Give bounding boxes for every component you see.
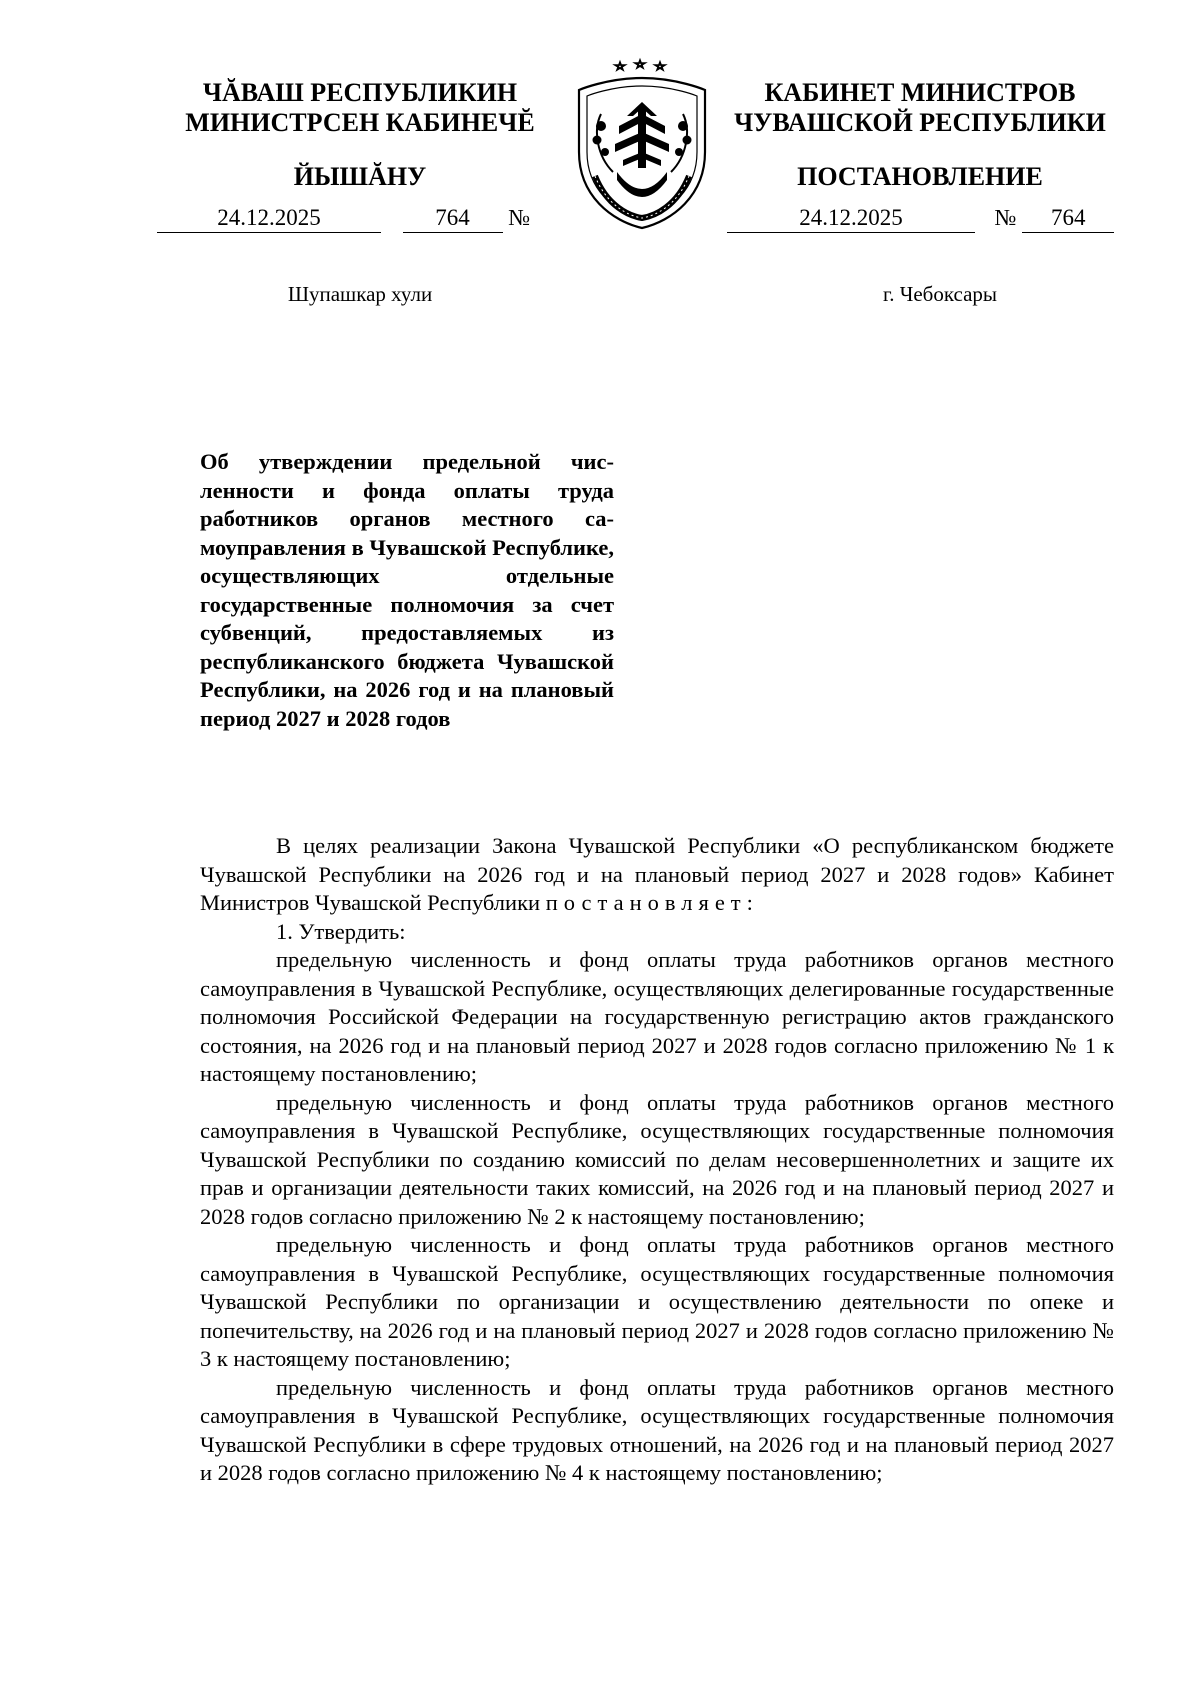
number-sign-right: № (994, 205, 1017, 230)
number-field-left: 764 (403, 204, 503, 233)
document-subject: Об утверждении предельной численности и фонда оплаты труда работников органов местного самоуправления в Чувашской Республике, осуществляющих отдельные государственные полномочия за счет субвенций, предоставляемых из республиканского бюджета Чувашской Республики, на 2026 год и на плановый период 2027 и 2028 годов (200, 449, 614, 731)
item-1: 1. Утвердить: (276, 918, 406, 944)
body-paragraph: предельную численность и фонд оплаты труда работников органов местного самоуправления в Чувашской Республике, осуществляющих государственные полномочия Чувашской Республики по созданию комиссий по делам несовершеннолетних и защите их прав и организации деятельности таких комиссий, на 2026 год и на плановый период 2027 и 2028 годов согласно приложению № 2 к настоящему постановлению; (200, 1089, 1114, 1229)
body-paragraph: предельную численность и фонд оплаты труда работников органов местного самоуправления в Чувашской Республике, осуществляющих государственные полномочия Чувашской Республики в сфере трудовых отношений, на 2026 год и на плановый период 2027 и 2028 годов согласно приложению № 4 к настоящему постановлению; (200, 1374, 1114, 1485)
city-chuvash: Шупашкар хули (287, 282, 433, 306)
header-right-title (720, 78, 1120, 138)
city-russian: г. Чебоксары (882, 282, 998, 306)
body-paragraph: предельную численность и фонд оплаты труда работников органов местного самоуправления в Чувашской Республике, осуществляющих государственные полномочия Чувашской Республики по организации и осуществлению деятельности по опеке и попечительству, на 2026 год и на плановый период 2027 и 2028 годов согласно приложению № 3 к настоящему постановлению; (200, 1232, 1114, 1371)
date-field-left: 24.12.2025 (157, 204, 381, 233)
body-paragraph: предельную численность и фонд оплаты труда работников органов местного самоуправления в Чувашской Республике, осуществляющих делегированные государственные полномочия Российской Федерации на государственную регистрацию актов гражданского состояния, на 2026 год и на плановый период 2027 и 2028 годов согласно приложению № 1 к настоящему постановлению; (200, 947, 1114, 1086)
header-left-line2: МИНИСТРСЕН КАБИНЕЧĔ (185, 108, 535, 137)
header-right-line2: ЧУВАШСКОЙ РЕСПУБЛИКИ (734, 108, 1106, 137)
document-body (200, 832, 1114, 1488)
number-sign-left: № (508, 205, 531, 230)
preamble-text: В целях реализации Закона Чувашской Республики «О республиканском бюджете Чувашской Республики на 2026 год и на плановый период 2027 и 2028 годов» Кабинет Министров Чувашской Республики (200, 833, 1114, 915)
header-left-kind: ЙЫШĂНУ (293, 162, 427, 191)
header-left-title (160, 78, 560, 138)
coat-of-arms-icon (567, 56, 717, 234)
preamble-paragraph (200, 832, 1114, 918)
header-left-line1: ЧĂВАШ РЕСПУБЛИКИН (202, 78, 518, 107)
number-field-right: 764 (1022, 204, 1114, 233)
header-right-kind: ПОСТАНОВЛЕНИЕ (797, 162, 1043, 191)
header-right-line1: КАБИНЕТ МИНИСТРОВ (764, 78, 1076, 107)
registration-right (727, 204, 1114, 233)
decree-word: постановляет: (545, 890, 759, 915)
registration-left (157, 204, 530, 233)
date-field-right: 24.12.2025 (727, 204, 975, 233)
